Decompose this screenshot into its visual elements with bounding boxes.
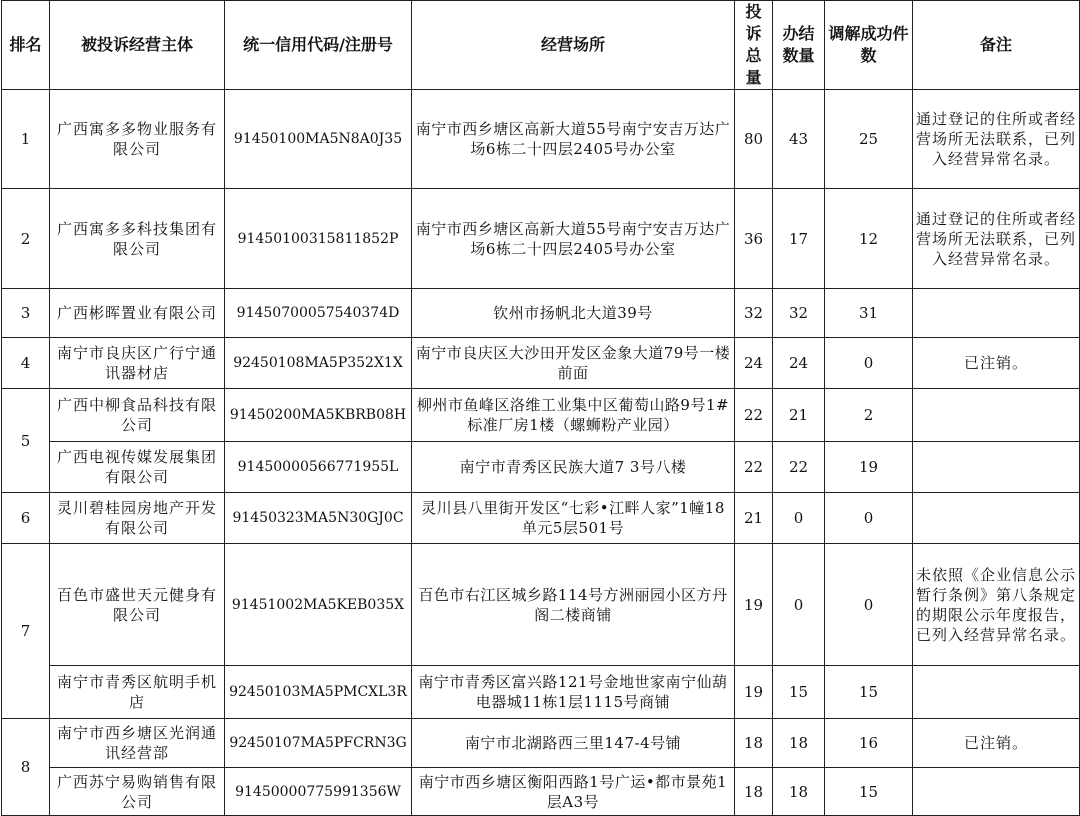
rank-cell: 6 <box>2 493 50 544</box>
header-note: 备注 <box>913 1 1080 90</box>
note-cell <box>913 493 1080 544</box>
mediated-cell: 0 <box>825 544 913 666</box>
credit-code-cell: 91450100315811852P <box>225 189 412 289</box>
entity-name-cell: 广西寓多多物业服务有限公司 <box>50 90 225 189</box>
entity-name-cell: 广西彬晖置业有限公司 <box>50 289 225 338</box>
entity-name-cell: 南宁市良庆区广行宁通讯器材店 <box>50 338 225 389</box>
mediated-cell: 15 <box>825 768 913 816</box>
table-header-row <box>2 1 1080 90</box>
address-cell: 南宁市青秀区民族大道7 3号八楼 <box>412 442 735 493</box>
table-row <box>2 666 1080 719</box>
resolved-cell: 18 <box>773 719 825 768</box>
address-cell: 灵川县八里街开发区“七彩•江畔人家”1幢18单元5层501号 <box>412 493 735 544</box>
credit-code-cell: 92450108MA5P352X1X <box>225 338 412 389</box>
mediated-cell: 25 <box>825 90 913 189</box>
complaints-cell: 18 <box>735 719 773 768</box>
address-cell: 南宁市良庆区大沙田开发区金象大道79号一楼前面 <box>412 338 735 389</box>
entity-name-cell: 南宁市青秀区航明手机店 <box>50 666 225 719</box>
address-cell: 南宁市北湖路西三里147-4号铺 <box>412 719 735 768</box>
complaints-cell: 32 <box>735 289 773 338</box>
entity-name-cell: 百色市盛世天元健身有限公司 <box>50 544 225 666</box>
table-row <box>2 768 1080 816</box>
address-cell: 钦州市扬帆北大道39号 <box>412 289 735 338</box>
mediated-cell: 12 <box>825 189 913 289</box>
note-cell <box>913 389 1080 442</box>
entity-name-cell: 广西电视传媒发展集团有限公司 <box>50 442 225 493</box>
table-row <box>2 544 1080 666</box>
header-resolved: 办结数量 <box>773 1 825 90</box>
header-mediated: 调解成功件数 <box>825 1 913 90</box>
complaints-cell: 22 <box>735 442 773 493</box>
table-row <box>2 338 1080 389</box>
resolved-cell: 24 <box>773 338 825 389</box>
address-cell: 南宁市西乡塘区高新大道55号南宁安吉万达广场6栋二十四层2405号办公室 <box>412 90 735 189</box>
resolved-cell: 43 <box>773 90 825 189</box>
mediated-cell: 16 <box>825 719 913 768</box>
complaint-ranking-table <box>1 0 1080 816</box>
rank-cell: 4 <box>2 338 50 389</box>
note-cell <box>913 289 1080 338</box>
credit-code-cell: 91450700057540374D <box>225 289 412 338</box>
table-row <box>2 442 1080 493</box>
credit-code-cell: 91450323MA5N30GJ0C <box>225 493 412 544</box>
mediated-cell: 15 <box>825 666 913 719</box>
note-cell: 通过登记的住所或者经营场所无法联系，已列入经营异常名录。 <box>913 90 1080 189</box>
header-rank: 排名 <box>2 1 50 90</box>
resolved-cell: 15 <box>773 666 825 719</box>
note-cell <box>913 768 1080 816</box>
complaints-cell: 19 <box>735 544 773 666</box>
address-cell: 南宁市西乡塘区衡阳西路1号广运•都市景苑1层A3号 <box>412 768 735 816</box>
note-cell: 通过登记的住所或者经营场所无法联系，已列入经营异常名录。 <box>913 189 1080 289</box>
credit-code-cell: 92450107MA5PFCRN3G <box>225 719 412 768</box>
complaints-cell: 24 <box>735 338 773 389</box>
note-cell <box>913 442 1080 493</box>
address-cell: 南宁市青秀区富兴路121号金地世家南宁仙葫电器城11栋1层1115号商铺 <box>412 666 735 719</box>
header-entity: 被投诉经营主体 <box>50 1 225 90</box>
mediated-cell: 31 <box>825 289 913 338</box>
rank-cell: 3 <box>2 289 50 338</box>
entity-name-cell: 广西苏宁易购销售有限公司 <box>50 768 225 816</box>
note-cell: 已注销。 <box>913 338 1080 389</box>
credit-code-cell: 91450000775991356W <box>225 768 412 816</box>
rank-cell: 1 <box>2 90 50 189</box>
table-row <box>2 289 1080 338</box>
header-address: 经营场所 <box>412 1 735 90</box>
address-cell: 百色市右江区城乡路114号方洲丽园小区方丹阁二楼商铺 <box>412 544 735 666</box>
complaints-cell: 22 <box>735 389 773 442</box>
complaints-cell: 19 <box>735 666 773 719</box>
resolved-cell: 32 <box>773 289 825 338</box>
table-row <box>2 189 1080 289</box>
mediated-cell: 0 <box>825 338 913 389</box>
note-cell <box>913 666 1080 719</box>
rank-cell: 8 <box>2 719 50 816</box>
entity-name-cell: 灵川碧桂园房地产开发有限公司 <box>50 493 225 544</box>
address-cell: 柳州市鱼峰区洛维工业集中区葡萄山路9号1#标准厂房1楼（螺蛳粉产业园） <box>412 389 735 442</box>
header-code: 统一信用代码/注册号 <box>225 1 412 90</box>
rank-cell: 5 <box>2 389 50 493</box>
complaints-cell: 21 <box>735 493 773 544</box>
mediated-cell: 19 <box>825 442 913 493</box>
resolved-cell: 17 <box>773 189 825 289</box>
credit-code-cell: 91451002MA5KEB035X <box>225 544 412 666</box>
address-cell: 南宁市西乡塘区高新大道55号南宁安吉万达广场6栋二十四层2405号办公室 <box>412 189 735 289</box>
header-complaints: 投诉总量 <box>735 1 773 90</box>
table-row <box>2 719 1080 768</box>
entity-name-cell: 广西中柳食品科技有限公司 <box>50 389 225 442</box>
table-row <box>2 90 1080 189</box>
credit-code-cell: 91450000566771955L <box>225 442 412 493</box>
table-row <box>2 389 1080 442</box>
resolved-cell: 0 <box>773 493 825 544</box>
entity-name-cell: 南宁市西乡塘区光润通讯经营部 <box>50 719 225 768</box>
credit-code-cell: 92450103MA5PMCXL3R <box>225 666 412 719</box>
complaints-cell: 80 <box>735 90 773 189</box>
resolved-cell: 22 <box>773 442 825 493</box>
rank-cell: 2 <box>2 189 50 289</box>
complaints-cell: 36 <box>735 189 773 289</box>
mediated-cell: 0 <box>825 493 913 544</box>
mediated-cell: 2 <box>825 389 913 442</box>
note-cell: 未依照《企业信息公示暂行条例》第八条规定的期限公示年度报告，已列入经营异常名录。 <box>913 544 1080 666</box>
credit-code-cell: 91450100MA5N8A0J35 <box>225 90 412 189</box>
complaints-cell: 18 <box>735 768 773 816</box>
rank-cell: 7 <box>2 544 50 719</box>
table-row <box>2 493 1080 544</box>
resolved-cell: 21 <box>773 389 825 442</box>
entity-name-cell: 广西寓多多科技集团有限公司 <box>50 189 225 289</box>
note-cell: 已注销。 <box>913 719 1080 768</box>
resolved-cell: 0 <box>773 544 825 666</box>
credit-code-cell: 91450200MA5KBRB08H <box>225 389 412 442</box>
resolved-cell: 18 <box>773 768 825 816</box>
